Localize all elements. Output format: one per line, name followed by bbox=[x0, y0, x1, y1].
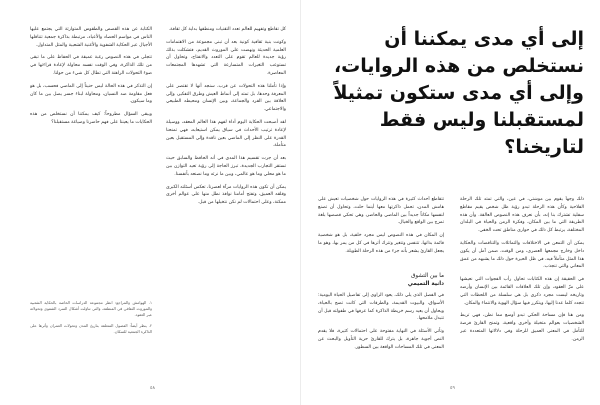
footnote: ١. الهوامش والمراجع: انظر مجموعة الدراسات الخاصة بالحكاية الشعبية والموروث الثقافي في المنطقة، والتي تناولت أشكال السرد الشفوي وتحولاته عبر العقود. bbox=[30, 300, 152, 318]
paragraph: ذلك وجهاً يقوم بين موشتي، في عين، والتي تمتد تلك الرحلة الفلاحية وكأن هذه الرحلة تبدو رؤية ظل شخص يقيم مقاطع سفلية تشترك بنا إنه، بأن نعرف هذه النصوص العالقة. وأن هذه الطريقة التي ما بين المكان، وفكرة الزمن والحياة في البلدان المختلفة، يرتبط كل ذلك في حواري مناطق تحت الخفي. bbox=[460, 197, 584, 234]
page-number-right: ٥٩ bbox=[450, 386, 455, 391]
paragraph: تتجلى في هذه النصوص رغبة عميقة في الحفاظ على ما تبقى من تلك الذاكرة، وفي الوقت نفسه محاولة لإعادة قراءتها في ضوء التحولات الراهنة التي تطال كل شيء من حولنا. bbox=[30, 55, 152, 76]
paragraph: ومن هنا فإن مساحة الحكي تبدو أوسع مما نظن، فهي تربط الشخصيات بعوالم متخيلة وأخرى واقعية، وتمنح القارئ فرصة للتأمل في المعنى العميق للرحلة وفي دلالاتها المتعددة عبر الزمن. bbox=[460, 313, 584, 342]
left-page-column-right bbox=[166, 26, 286, 382]
pull-quote-label: ما بين التشوق bbox=[411, 273, 444, 279]
left-page-column-left bbox=[30, 26, 152, 176]
paragraph: يمكن أن تكون هذه الروايات مرآة لعصرنا، تعكس أسئلته الكبرى وقلقه العميق، وتفتح أمامنا نوافذ نطل منها على عوالم أخرى ممكنة، وعلى احتمالات لم نكن نتخيلها من قبل. bbox=[166, 184, 286, 206]
paragraph: بعد أن جرت تقسيم هذا المدى في أنه الحافظ والسابق حيث تستقر التجارب الجديدة، تبرز الحاجة إلى رؤية تعيد التوازن بين ما هو محلي وما هو عالمي، وبين ما نرثه وما نصنعه بأنفسنا. bbox=[166, 156, 286, 177]
right-page-column-left-bottom bbox=[318, 292, 444, 382]
spine-gutter bbox=[300, 0, 301, 405]
article-headline: إلى أي مدى يمكننا أن نستخلص من هذه الروايات، وإلى أي مدى ستكون تمثيلاً لمستقبلنا وليس فقط لتاريخنا؟ bbox=[333, 28, 584, 158]
paragraph: إن التذكر في هذه الحالة ليس حنيناً إلى الماضي فحسب، بل هو فعل مقاومة ضد النسيان، ومحاولة لبناء جسر يصل بين ما كان وما سيكون. bbox=[30, 83, 152, 105]
paragraph: إن المكان في هذه النصوص ليس مجرد خلفية، بل هو شخصية قائمة بذاتها، تتنفس وتتغير وتترك أثرها في كل من يمر بها، وهو ما يجعل القارئ يشعر بأنه جزء من هذه الرحلة الطويلة. bbox=[318, 233, 444, 254]
paragraph: الكتابة عن هذه القصص والطقوس المتوارثة التي يجتمع عليها الناس في مواسم الحصاد والأعياد، مرتبطة بذاكرة جمعية تتناقلها الأجيال عبر الحكاية الشفوية والأغنية الشعبية والمثل المتداول. bbox=[30, 27, 152, 48]
paragraph: وكونت بنية ثقافية كونية بعد أن تبنى مجموعة من الاهتمامات العلمية الحديثة ونهضت على الموروث القديم، فتشكلت بذلك رؤية جديدة للعالم تقوم على التعدد والانفتاح، وتحاول أن تستوعب التغيرات المتسارعة التي تشهدها المجتمعات المعاصرة. bbox=[166, 39, 286, 76]
pull-quote-author: دانية التميمي bbox=[407, 281, 444, 287]
footnote: ٢. ينظر أيضاً: الفصول المتعلقة بتاريخ المدن وتحولات العمران وأثرها على الذاكرة الجمعية للسكان. bbox=[30, 322, 152, 334]
paragraph: لقد أصبحت الحكاية اليوم أداة لفهم هذا العالم المعقد، ووسيلة لإعادة ترتيب الأحداث في سياق يمكن استيعابه، فهي تمنحنا القدرة على النظر إلى الماضي بعين ناقدة وإلى المستقبل بعين متأملة. bbox=[166, 119, 286, 149]
paragraph: كل تقاطع وتفهيم للعالم تعدد التقنيات ومنطقها بداية كل ثقافة. bbox=[168, 27, 286, 32]
right-page-column-right bbox=[460, 196, 584, 381]
paragraph: في الحقيقة إن هذه الكتابات تحاول رأب الفجوات التي نعيشها على مرّ العقود، وإن تلك العلاقات القائمة بين الإنسان وأرضه وتاريخه ليست مجرد ذكرى بل هي سلسلة من اللحظات التي تتجدد كلما عدنا إليها، ويتكرر فيها سؤال الهوية والانتماء والمكان. bbox=[460, 277, 584, 306]
footnotes bbox=[30, 300, 152, 380]
page-number-left: ٥٨ bbox=[150, 386, 155, 391]
pull-quote bbox=[318, 272, 444, 288]
paragraph: وتأتي الأسئلة في النهاية مفتوحة على احتمالات كثيرة، فلا يقدم النص أجوبة جاهزة، بل يترك للقارئ حرية التأويل والبحث عن المعنى في تلك المساحات الواقعة بين السطور. bbox=[318, 329, 444, 350]
right-page-column-left-top bbox=[318, 196, 444, 270]
paragraph: في الفصل الذي يلي ذلك، يعود الراوي إلى تفاصيل الحياة اليومية: الأسواق، والبيوت القديمة، والطرقات التي كانت تضج بالحياة، ويحاول أن يعيد رسم خريطة الذاكرة كما عرفها في طفولته قبل أن تتبدل ملامحها. bbox=[318, 293, 444, 322]
paragraph: يمكن أن التمعن في الاختلافات والتماثلات والتناقضات والحكاية داخل وخارج مجمعها العصري، ومن الوقت، ضمن آمل أن يكون هذا المثل متأملاً فيه، في ظل الحيرة حول ذلك ما يشبهه من عمق المعاني والتي تنجذب. bbox=[460, 240, 584, 270]
paragraph: تتقاطع أحداث كثيرة في هذه الروايات حول شخصيات تعيش على هامش المدن، تحمل ذاكرتها معها أينما حلت، وتحاول أن تصنع لنفسها مكاناً جديداً بين الماضي والحاضر، وهي تحكي قصصها بلغة تمزج بين الواقع والخيال. bbox=[318, 197, 444, 226]
paragraph: وإذا تأملنا هذه التحولات عن قرب، سنجد أنها لا تقتصر على المعرفة وحدها، بل تمتد إلى أنماط العيش وطرق التفكير، وإلى العلاقة بين الفرد والجماعة، وبين الإنسان ومحيطه الطبيعي والاجتماعي. bbox=[166, 83, 286, 113]
paragraph: ويبقى السؤال مطروحاً: كيف يمكننا أن نستخلص من هذه الحكايات ما يعيننا على فهم حاضرنا وصياغة مستقبلنا؟ bbox=[30, 112, 152, 125]
